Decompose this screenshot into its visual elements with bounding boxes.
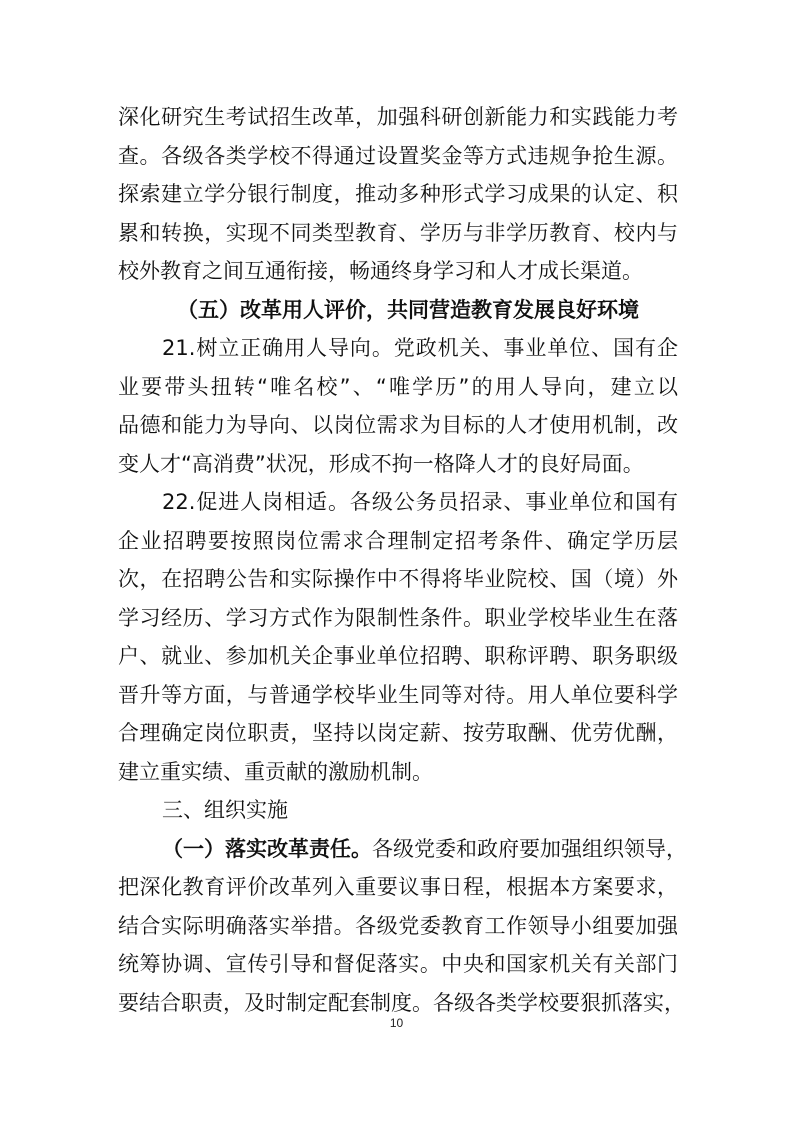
paragraph-line: 合理确定岗位职责，坚持以岗定薪、按劳取酬、优劳优酬， [118, 721, 678, 745]
paragraph-line: 次，在招聘公告和实际操作中不得将毕业院校、国（境）外 [118, 567, 678, 591]
page-number: 10 [389, 1016, 404, 1030]
paragraph-line: 累和转换，实现不同类型教育、学历与非学历教育、校内与 [118, 220, 678, 245]
paragraph-line: 学习经历、学习方式作为限制性条件。职业学校毕业生在落 [118, 605, 678, 630]
paragraph-line: 统筹协调、宣传引导和督促落实。中央和国家机关有关部门 [118, 952, 678, 976]
paragraph-line: 探索建立学分银行制度，推动多种形式学习成果的认定、积 [118, 182, 678, 206]
paragraph-line: 晋升等方面，与普通学校毕业生同等对待。用人单位要科学 [118, 682, 678, 707]
subsection-lead: （一）落实改革责任。 [162, 836, 372, 861]
paragraph-line: 结合实际明确落实举措。各级党委教育工作领导小组要加强 [118, 913, 678, 938]
chapter-heading: 三、组织实施 [162, 798, 288, 822]
paragraph-line: 业要带头扭转“唯名校”、“唯学历”的用人导向，建立以 [118, 374, 678, 399]
paragraph-line: 深化研究生考试招生改革，加强科研创新能力和实践能力考 [118, 105, 678, 129]
body-text [118, 98, 687, 1022]
paragraph-line: 21.树立正确用人导向。党政机关、事业单位、国有企 [162, 336, 678, 360]
paragraph-line: 校外教育之间互通衔接，畅通终身学习和人才成长渠道。 [118, 259, 643, 283]
paragraph-line [118, 830, 687, 869]
paragraph-text: 各级党委和政府要加强组织领导， [372, 836, 687, 861]
paragraph-line: 建立重实绩、重贡献的激励机制。 [118, 759, 433, 784]
paragraph-line: 把深化教育评价改革列入重要议事日程，根据本方案要求， [118, 875, 678, 899]
paragraph-line: 变人才“高消费”状况，形成不拘一格降人才的良好局面。 [118, 451, 644, 476]
section-heading: （五）改革用人评价，共同营造教育发展良好环境 [177, 297, 639, 322]
paragraph-line: 户、就业、参加机关企事业单位招聘、职称评聘、职务职级 [118, 644, 678, 668]
paragraph-line: 22.促进人岗相适。各级公务员招录、事业单位和国有 [162, 490, 678, 514]
paragraph-line: 要结合职责，及时制定配套制度。各级各类学校要狠抓落实， [118, 990, 685, 1015]
paragraph-line: 企业招聘要按照岗位需求合理制定招考条件、确定学历层 [118, 528, 678, 553]
paragraph-line: 品德和能力为导向、以岗位需求为目标的人才使用机制，改 [118, 413, 678, 437]
paragraph-line: 查。各级各类学校不得通过设置奖金等方式违规争抢生源。 [118, 143, 678, 168]
